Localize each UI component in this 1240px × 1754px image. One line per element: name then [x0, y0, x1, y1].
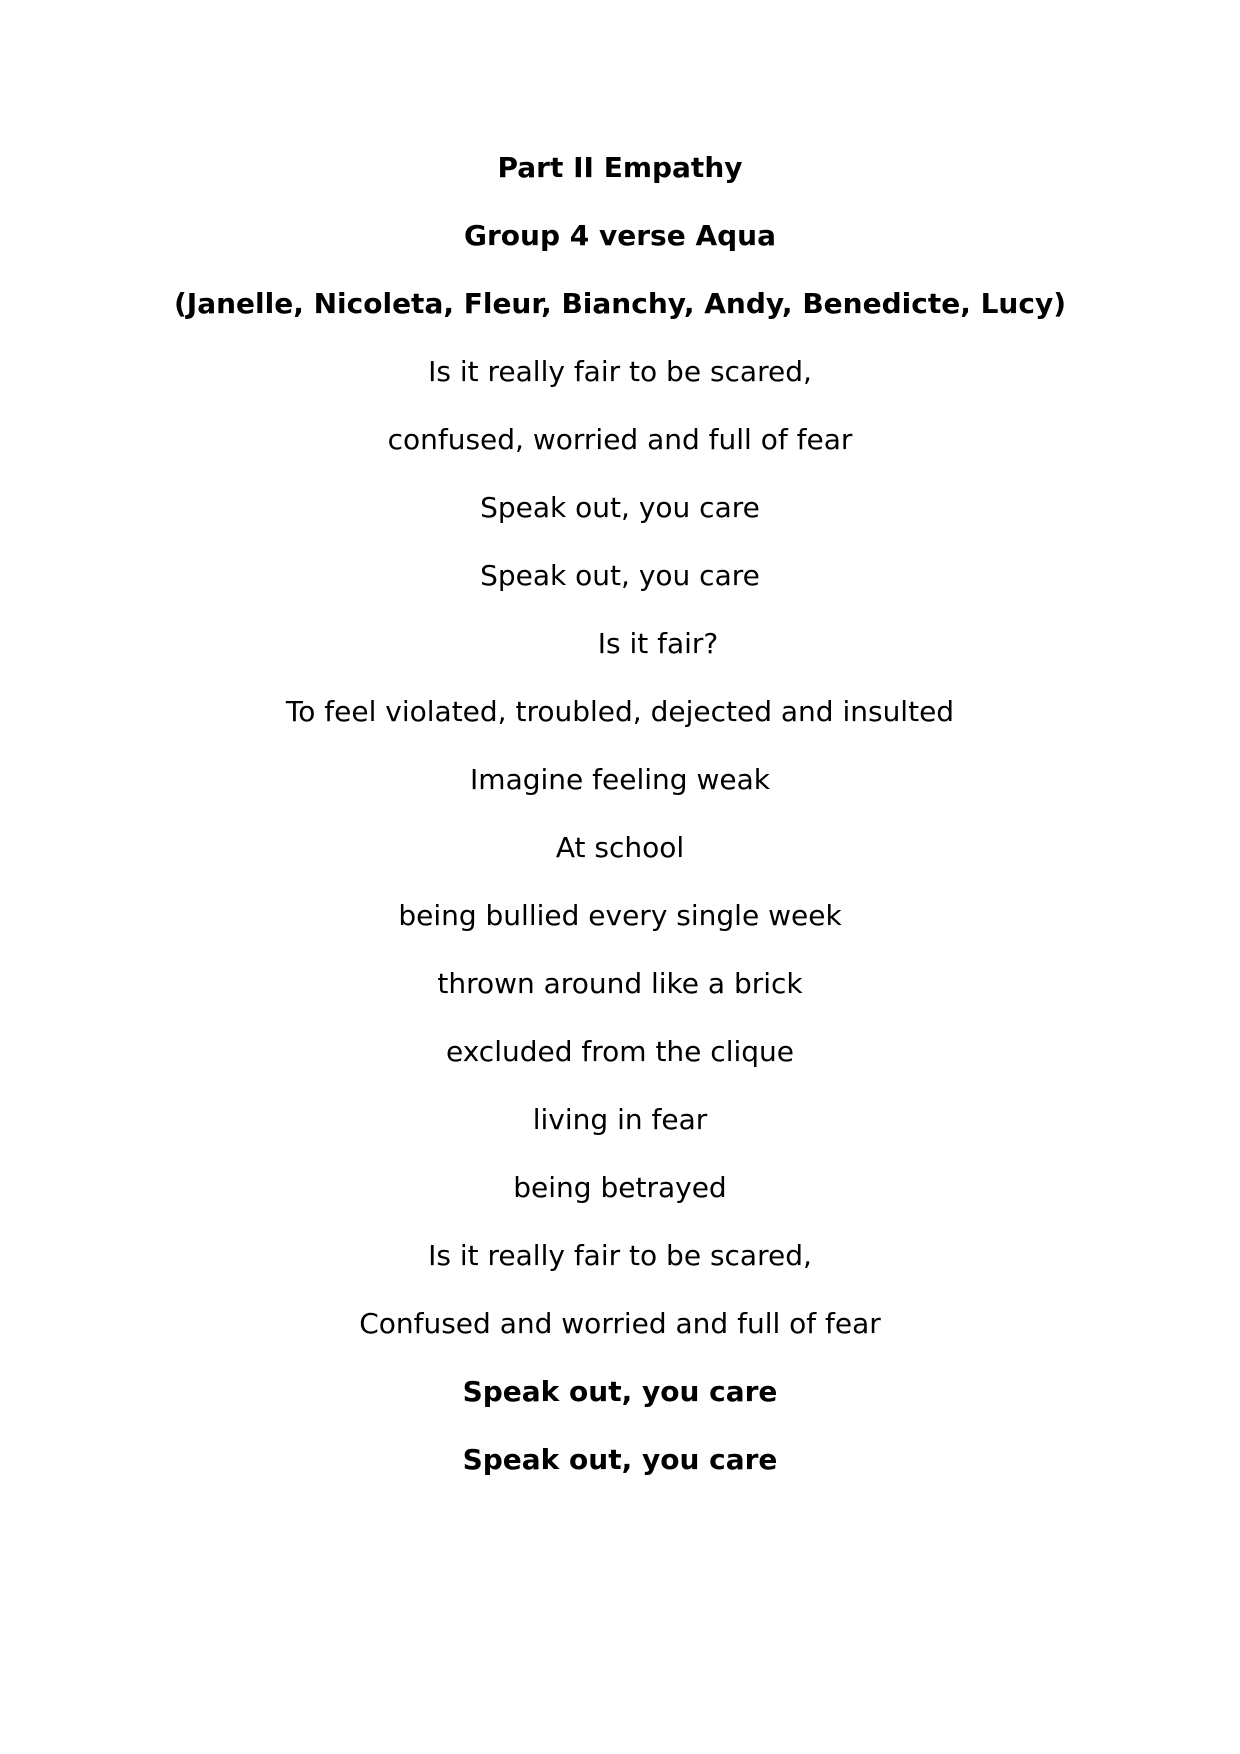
poem-line-bold: Speak out, you care — [462, 1375, 778, 1408]
poem-line: Confused and worried and full of fear — [359, 1307, 881, 1340]
poem-line: being betrayed — [513, 1171, 727, 1204]
poem-line: Speak out, you care — [480, 559, 760, 592]
poem — [0, 134, 1240, 1494]
poem-line: thrown around like a brick — [437, 967, 803, 1000]
poem-line: Speak out, you care — [480, 491, 760, 524]
poem-line: confused, worried and full of fear — [387, 423, 853, 456]
poem-line: Is it really fair to be scared, — [428, 355, 812, 388]
poem-line: To feel violated, troubled, dejected and insulted — [285, 695, 955, 728]
poem-line: At school — [555, 831, 685, 864]
poem-line: Is it fair? — [597, 627, 719, 660]
poem-line: excluded from the clique — [445, 1035, 795, 1068]
poem-line: living in fear — [532, 1103, 708, 1136]
poem-line-bold: Speak out, you care — [462, 1443, 778, 1476]
page-title: Part II Empathy — [497, 151, 743, 184]
poem-line: Imagine feeling weak — [470, 763, 770, 796]
group-title: Group 4 verse Aqua — [464, 219, 776, 252]
poem-line: being bullied every single week — [398, 899, 842, 932]
poem-line: Is it really fair to be scared, — [428, 1239, 812, 1272]
member-list: (Janelle, Nicoleta, Fleur, Bianchy, Andy, Benedicte, Lucy) — [174, 287, 1066, 320]
